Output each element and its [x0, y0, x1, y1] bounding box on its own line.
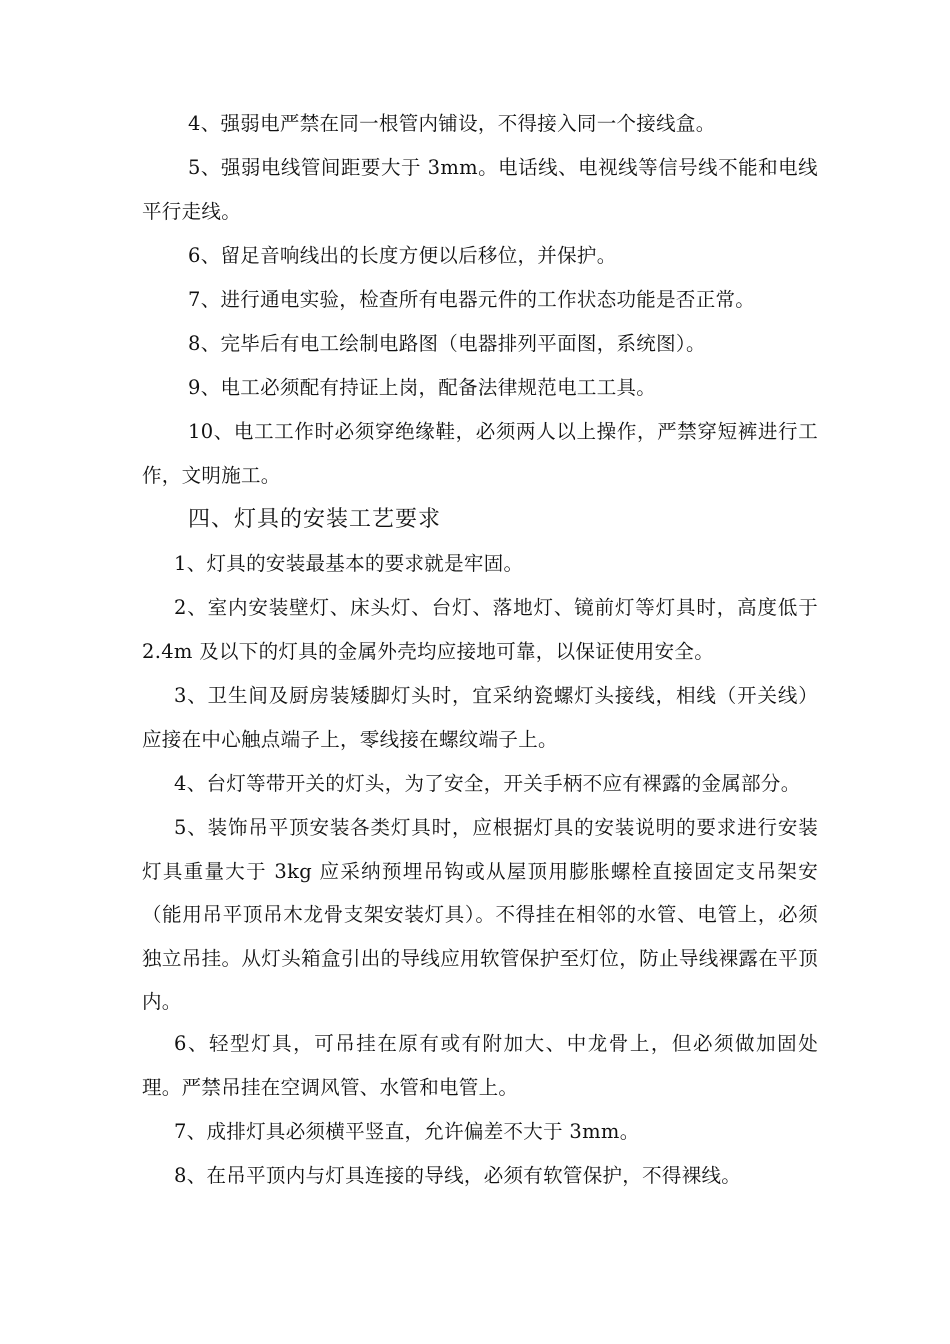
lighting-item-6: 6、轻型灯具，可吊挂在原有或有附加大、中龙骨上，但必须做加固处理。严禁吊挂在空调风管、水管和电管上。 [142, 1032, 818, 1099]
lighting-item-5: 5、装饰吊平顶安装各类灯具时，应根据灯具的安装说明的要求进行安装灯具重量大于 3kg 应采纳预埋吊钩或从屋顶用膨胀螺栓直接固定支吊架安（能用吊平顶吊木龙骨支架安装灯具）。不得挂在相邻的水管、电管上，必须独立吊挂。从灯头箱盒引出的导线应用软管保护至灯位，防止导线裸露在平顶内。 [142, 816, 818, 1013]
lighting-item-1: 1、灯具的安装最基本的要求就是牢固。 [174, 552, 524, 575]
lighting-item-8: 8、在吊平顶内与灯具连接的导线，必须有软管保护，不得裸线。 [174, 1164, 742, 1187]
lighting-item-7: 7、成排灯具必须横平竖直，允许偏差不大于 3mm。 [174, 1120, 640, 1143]
paragraph-item-7: 7、进行通电实验，检查所有电器元件的工作状态功能是否正常。 [188, 288, 756, 311]
paragraph-item-9: 9、电工必须配有持证上岗，配备法律规范电工工具。 [188, 376, 657, 399]
lighting-item-2: 2、室内安装壁灯、床头灯、台灯、落地灯、镜前灯等灯具时，高度低于 2.4m 及以下的灯具的金属外壳均应接地可靠，以保证使用安全。 [142, 596, 818, 663]
paragraph-item-10: 10、电工工作时必须穿绝缘鞋，必须两人以上操作，严禁穿短裤进行工作，文明施工。 [142, 420, 818, 487]
section-heading: 四、灯具的安装工艺要求 [188, 507, 442, 532]
paragraph-item-4: 4、强弱电严禁在同一根管内铺设，不得接入同一个接线盒。 [188, 112, 716, 135]
lighting-item-4: 4、台灯等带开关的灯头，为了安全，开关手柄不应有裸露的金属部分。 [174, 772, 801, 795]
paragraph-item-6: 6、留足音响线出的长度方便以后移位，并保护。 [188, 244, 617, 267]
paragraph-item-8: 8、完毕后有电工绘制电路图（电器排列平面图，系统图）。 [188, 332, 706, 355]
paragraph-item-5: 5、强弱电线管间距要大于 3mm。电话线、电视线等信号线不能和电线平行走线。 [142, 156, 818, 223]
lighting-item-3: 3、卫生间及厨房装矮脚灯头时，宜采纳瓷螺灯头接线，相线（开关线）应接在中心触点端子上，零线接在螺纹端子上。 [142, 684, 818, 751]
